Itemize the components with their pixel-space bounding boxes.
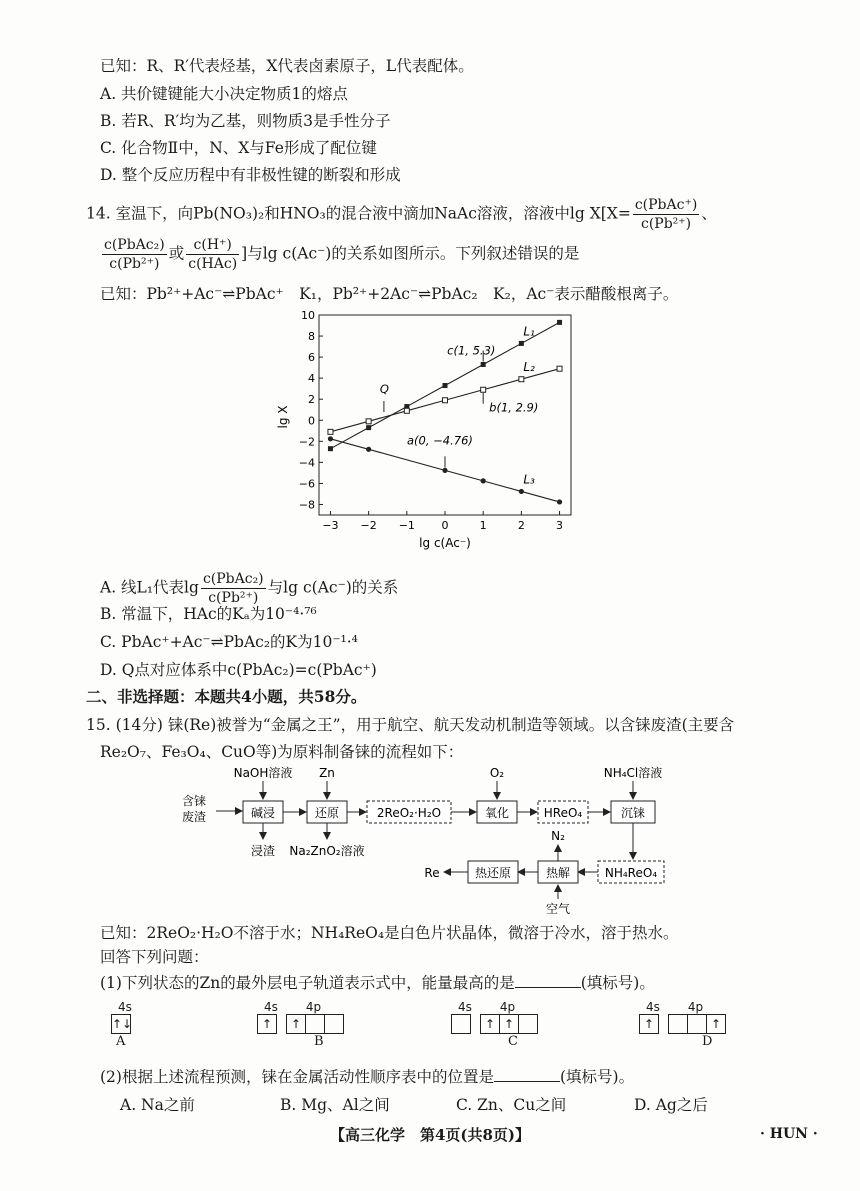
x-axis-label: lg c(Ac⁻) xyxy=(419,536,471,550)
fraction-pbac-pb: $\frac{\text{c(PbAc⁺)}}{\text{c(Pb²⁺)}}$ xyxy=(634,197,698,232)
series-1-point xyxy=(481,362,486,367)
lgx-chart xyxy=(275,305,585,550)
series-label-1: L₁ xyxy=(523,324,535,339)
y-tick-label: −2 xyxy=(298,435,315,449)
series-1-point xyxy=(443,383,448,388)
flow-gas-n2: N₂ xyxy=(551,829,565,843)
orbital-option-b: 4s 4p ↑ ↑ B xyxy=(258,1000,344,1049)
q15-p2-option-c: C. Zn、Cu之间 xyxy=(456,1096,567,1114)
y-tick-label: 10 xyxy=(301,309,315,322)
series-2-point xyxy=(404,408,409,413)
series-2-point xyxy=(328,429,333,434)
q14-stem-line2: $\frac{\text{c(PbAc₂)}}{\text{c(Pb²⁺)}}$ 或 $\frac{c(H^+)}{\text{c(HAc)}}$ ]与lg c(Ac⁻)的关系如图所示。下列叙述错误的是 xyxy=(104,237,580,272)
series-1-point xyxy=(328,446,333,451)
flow-step-alkali-leach: 碱浸 xyxy=(250,806,276,820)
answer-blank-2[interactable] xyxy=(494,1067,560,1082)
q15-part1: (1)下列状态的Zn的最外层电子轨道表示式中，能量最高的是 (填标号)。 xyxy=(100,974,655,992)
flow-step-oxidize: 氧化 xyxy=(484,806,510,820)
q14-known: 已知：Pb²⁺+Ac⁻⇌PbAc⁺ K₁，Pb²⁺+2Ac⁻⇌PbAc₂ K₂，Ac⁻表示醋酸根离子。 xyxy=(100,285,679,303)
rhenium-flowchart xyxy=(180,765,700,915)
q14-stem-text: 14. 室温下，向Pb(NO₃)₂和HNO₃的混合液中滴加NaAc溶液，溶液中lg X[X= xyxy=(86,204,631,223)
series-2-point xyxy=(481,387,486,392)
flow-out-residue: 浸渣 xyxy=(250,844,276,858)
x-tick-label: 3 xyxy=(556,519,564,532)
y-tick-label: 0 xyxy=(308,414,315,428)
fraction-pbac2-pb: $\frac{\text{c(PbAc₂)}}{\text{c(Pb²⁺)}}$ xyxy=(104,237,165,272)
y-tick-label: −8 xyxy=(298,498,315,512)
page-footer: 【高三化学 第4页(共8页)】 xyxy=(329,1126,531,1144)
flow-reagent-o2: O₂ xyxy=(489,766,505,780)
fraction-h-hac: $\frac{c(H^+)}{\text{c(HAc)}}$ xyxy=(188,237,238,272)
q15-part2: (2)根据上述流程预测，铼在金属活动性顺序表中的位置是 (填标号)。 xyxy=(100,1068,635,1086)
q13-option-a: A. 共价键键能大小决定物质1的熔点 xyxy=(100,85,348,103)
q13-option-d: D. 整个反应历程中有非极性键的断裂和形成 xyxy=(100,166,401,184)
q15-known: 已知：2ReO₂·H₂O不溶于水；NH₄ReO₄是白色片状晶体，微溶于冷水，溶于热水。 xyxy=(100,924,679,942)
flow-out-na2zno2: Na₂ZnO₂溶液 xyxy=(289,844,365,858)
flow-reagent-nh4cl: NH₄Cl溶液 xyxy=(603,766,663,780)
flow-mid-nh4reo4: NH₄ReO₄ xyxy=(604,866,658,880)
flow-start-1: 含铼 xyxy=(181,794,207,808)
flow-step-thermal-reduce: 热还原 xyxy=(474,866,512,880)
q15-stem-line2: Re₂O₇、Fe₃O₄、CuO等)为原料制备铼的流程如下： xyxy=(100,743,464,761)
x-tick-label: −3 xyxy=(322,519,339,532)
y-tick-label: 4 xyxy=(308,372,315,386)
flow-gas-air: 空气 xyxy=(545,902,571,915)
fraction-option-a: $\frac{\text{c(PbAc₂)}}{\text{c(Pb²⁺)}}$ xyxy=(202,571,264,606)
annotation-label: c(1, 5.3) xyxy=(447,343,496,358)
series-2-point xyxy=(366,419,371,424)
series-1-point xyxy=(557,320,562,325)
x-tick-label: 1 xyxy=(479,519,487,532)
section2-heading: 二、非选择题：本题共4小题，共58分。 xyxy=(86,687,367,706)
q13-option-b: B. 若R、R′均为乙基，则物质3是手性分子 xyxy=(100,112,391,130)
y-tick-label: 6 xyxy=(308,351,315,365)
region-code: · HUN · xyxy=(760,1126,818,1142)
y-axis-label: lg X xyxy=(276,405,290,429)
series-1-point xyxy=(519,341,524,346)
q14-option-a: A. 线L₁代表lg $\frac{\text{c(PbAc₂)}}{\text{c(Pb²⁺)}}$ 与lg c(Ac⁻)的关系 xyxy=(100,571,399,606)
x-tick-label: 2 xyxy=(517,519,525,532)
series-1-point xyxy=(366,425,371,430)
series-3-point xyxy=(328,436,333,441)
flow-mid-reo2: 2ReO₂·H₂O xyxy=(376,806,442,820)
q15-answer-prompt: 回答下列问题： xyxy=(100,948,209,966)
q14-option-d: D. Q点对应体系中c(PbAc₂)=c(PbAc⁺) xyxy=(100,661,377,679)
y-tick-label: −4 xyxy=(298,456,315,470)
x-tick-label: −1 xyxy=(398,519,415,532)
flow-reagent-zn: Zn xyxy=(319,766,335,780)
flow-product-re: Re xyxy=(424,866,440,880)
series-3-point xyxy=(557,499,562,504)
annotation-label: Q xyxy=(379,382,389,396)
q14-option-c: C. PbAc⁺+Ac⁻⇌PbAc₂的K为10⁻¹·⁴ xyxy=(100,633,358,651)
series-2-point xyxy=(443,398,448,403)
q13-option-c: C. 化合物Ⅱ中，N、X与Fe形成了配位键 xyxy=(100,139,377,157)
series-3-point xyxy=(519,489,524,494)
q15-stem-line1: 15. (14分) 铼(Re)被誉为“金属之王”，用于航空、航天发动机制造等领域。以含铼废渣(主要含 xyxy=(86,716,735,734)
x-tick-label: −2 xyxy=(360,519,377,532)
q15-p2-option-b: B. Mg、Al之间 xyxy=(280,1096,390,1114)
flow-mid-hreo4: HReO₄ xyxy=(543,806,583,820)
y-tick-label: 2 xyxy=(308,393,315,407)
annotation-label: a(0, −4.76) xyxy=(407,433,473,448)
flow-step-reduce: 还原 xyxy=(314,806,340,820)
flow-start-2: 废渣 xyxy=(181,810,207,824)
series-3-point xyxy=(481,478,486,483)
series-3-point xyxy=(442,468,447,473)
answer-blank-1[interactable] xyxy=(515,973,581,988)
series-label-3: L₃ xyxy=(523,472,535,487)
series-label-2: L₂ xyxy=(523,360,535,375)
series-3-point xyxy=(366,447,371,452)
y-tick-label: 8 xyxy=(308,330,315,344)
annotation-label: b(1, 2.9) xyxy=(489,400,539,415)
y-tick-label: −6 xyxy=(298,477,315,491)
q15-p2-option-d: D. Ag之后 xyxy=(634,1096,708,1114)
orbital-option-a: 4s ↑↓ A xyxy=(112,1000,133,1049)
q13-known: 已知：R、R′代表烃基，X代表卤素原子，L代表配体。 xyxy=(100,57,474,75)
flow-reagent-naoh: NaOH溶液 xyxy=(233,766,293,780)
q15-p2-option-a: A. Na之前 xyxy=(120,1096,195,1114)
q14-stem-line1: 14. 室温下，向Pb(NO₃)₂和HNO₃的混合液中滴加NaAc溶液，溶液中lg X[X= $\frac{\text{c(PbAc⁺)}}{\text{c(Pb²⁺)}}$ 、 xyxy=(86,197,717,232)
series-2-point xyxy=(557,366,562,371)
flow-step-pyrolysis: 热解 xyxy=(545,866,571,880)
orbital-option-d: 4s 4p ↑ ↑ D xyxy=(640,1000,726,1049)
orbital-option-c: 4s 4p ↑ ↑ C xyxy=(452,1000,538,1049)
q14-option-b: B. 常温下，HAc的Kₐ为10⁻⁴·⁷⁶ xyxy=(100,605,317,623)
series-2-point xyxy=(519,377,524,382)
x-tick-label: 0 xyxy=(441,519,449,532)
flow-step-precipitate: 沉铼 xyxy=(620,806,646,820)
